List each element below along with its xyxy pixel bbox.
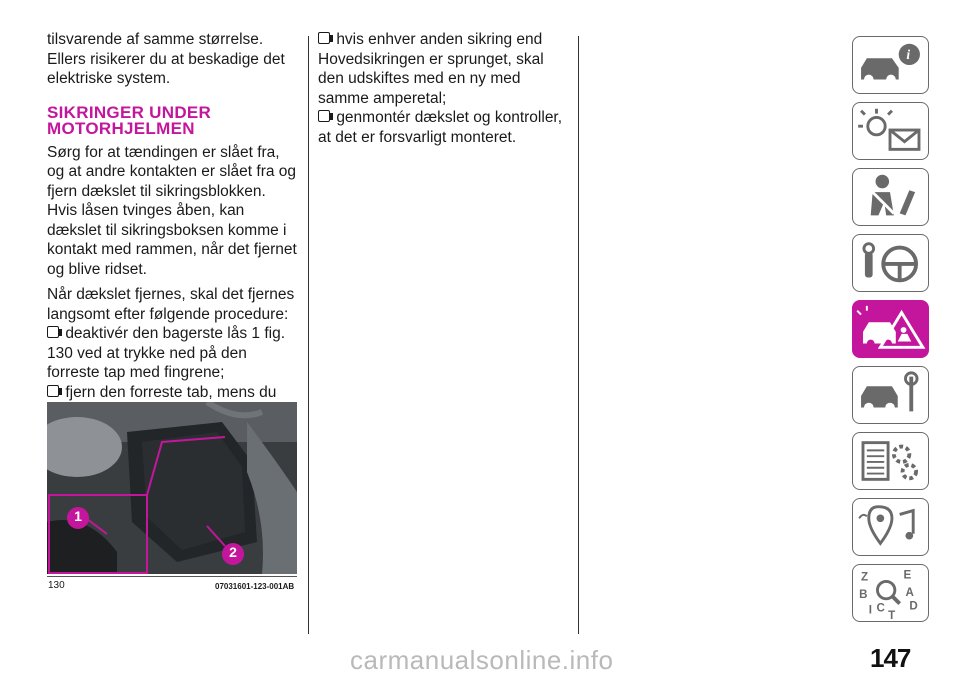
- tab-index[interactable]: [852, 564, 929, 622]
- bullet-icon: [47, 385, 59, 397]
- figure-rule: [47, 576, 297, 577]
- bullet-icon: [318, 110, 330, 122]
- paragraph-2: Når dækslet fjernes, skal det fjernes langsomt efter følgende procedure:: [47, 286, 295, 323]
- figure-code: 07031601-123-001AB: [215, 582, 295, 591]
- tab-car-info[interactable]: [852, 36, 929, 94]
- column-divider: [308, 36, 309, 634]
- tab-safety[interactable]: [852, 168, 929, 226]
- car-maintenance-icon: [853, 367, 928, 423]
- index-icon: [853, 565, 928, 621]
- seat-safety-icon: [853, 169, 928, 225]
- paragraph-1: Sørg for at tændingen er slået fra, og at andre kontakten er slået fra og fjern dækslet til sikringsblokken. Hvis låsen tvinges åben, kan dækslet til sikringsboksen komme i kontakt med rammen, når det fjernet og blive ridset.: [47, 143, 297, 278]
- figure-number: 130: [48, 580, 65, 591]
- list-item: [318, 108, 573, 147]
- svg-text:D: D: [909, 600, 918, 613]
- technical-data-icon: [853, 433, 928, 489]
- svg-text:i: i: [906, 47, 911, 63]
- tab-maintenance[interactable]: [852, 366, 929, 424]
- list-item-text: deaktivér den bagerste lås 1 fig. 130 ved at trykke ned på den forreste tap med fingrene;: [47, 325, 286, 381]
- column-divider: [578, 36, 579, 634]
- watermark: carmanualsonline.info: [350, 645, 614, 675]
- tab-technical-data[interactable]: [852, 432, 929, 490]
- tab-warning-lights[interactable]: [852, 102, 929, 160]
- intro-text: tilsvarende af samme størrelse. Ellers risikerer du at beskadige det elektriske system.: [47, 31, 285, 87]
- list-item: [47, 324, 297, 383]
- page-number: 147: [870, 643, 911, 673]
- tab-starting-driving[interactable]: [852, 234, 929, 292]
- multimedia-icon: [853, 499, 928, 555]
- list-item-text: genmontér dækslet og kontroller, at det er forsvarligt monteret.: [318, 109, 563, 146]
- svg-text:A: A: [905, 586, 914, 599]
- svg-text:C: C: [876, 602, 885, 615]
- list-item-text: hvis enhver anden sikring end Hovedsikringen er sprunget, skal den udskiftes med en ny med samme amperetal;: [318, 31, 544, 107]
- heading-line-1: SIKRINGER UNDER: [47, 102, 212, 122]
- svg-text:Z: Z: [861, 571, 869, 584]
- warning-lights-icon: [853, 103, 928, 159]
- column-middle: [318, 30, 573, 147]
- callout-2: 2: [229, 544, 237, 560]
- svg-text:I: I: [868, 604, 872, 617]
- heading-line-2: MOTORHJELMEN: [47, 118, 195, 138]
- engine-fuse-box-photo: [47, 402, 297, 574]
- column-left: [47, 30, 297, 461]
- list-item-text: fjern den forreste tab, mens du: [65, 383, 277, 401]
- svg-text:E: E: [903, 569, 912, 582]
- svg-text:B: B: [859, 588, 868, 601]
- list-item: [318, 30, 573, 108]
- car-info-icon: [853, 37, 928, 93]
- bullet-icon: [318, 32, 330, 44]
- fuse-box-illustration: [47, 402, 297, 574]
- tab-emergency[interactable]: [852, 300, 929, 358]
- tab-multimedia[interactable]: [852, 498, 929, 556]
- key-steering-wheel-icon: [853, 235, 928, 291]
- section-heading: [47, 102, 297, 138]
- car-emergency-icon: [853, 301, 928, 357]
- callout-1: 1: [74, 508, 82, 524]
- svg-text:T: T: [888, 610, 896, 621]
- bullet-icon: [47, 326, 59, 338]
